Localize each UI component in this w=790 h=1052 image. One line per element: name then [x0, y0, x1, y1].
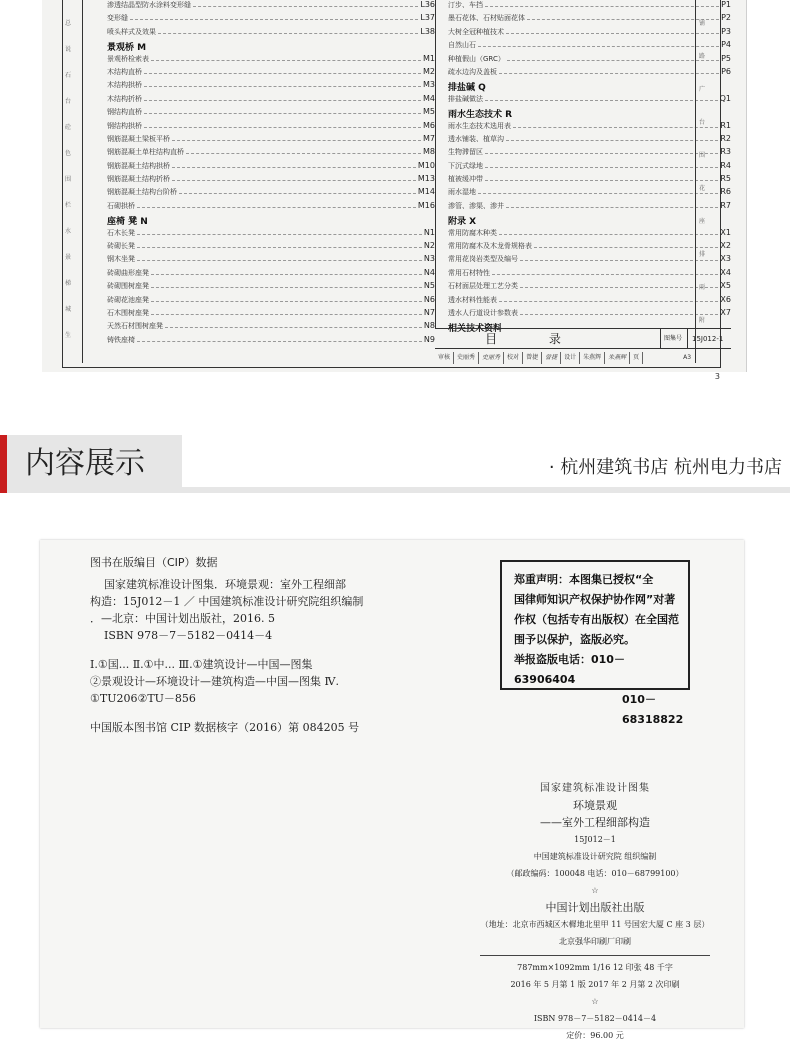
toc-leader: [478, 46, 719, 47]
toc-entry-code: X4: [720, 267, 731, 277]
toc-entry-title: 渗透结晶型防水涂料变形缝: [107, 1, 191, 9]
toc-entry-title: 大树全冠种植技术: [448, 27, 504, 36]
toc-leader: [485, 6, 719, 7]
toc-entry-title: 钢筋混凝土单柱结构直桥: [107, 148, 184, 157]
toc-entry-title: 渗管、渗渠、渗井: [448, 201, 504, 210]
index-tab-label: 生: [65, 332, 72, 339]
toc-leader: [151, 314, 422, 315]
toc-entry: [107, 335, 435, 348]
toc-leader: [499, 234, 718, 235]
toc-entry-title: 钢木坐凳: [107, 255, 135, 264]
toc-entry-title: 相关技术资料: [448, 324, 503, 335]
toc-leader: [151, 287, 422, 288]
toc-entry-code: X3: [720, 254, 731, 264]
toc-entry-code: N9: [423, 334, 435, 344]
toc-leader: [137, 341, 422, 342]
toc-entry: [107, 147, 435, 160]
toc-entry-title: 钢筋混凝土结构折桥: [107, 175, 170, 184]
toc-entry-title: 雨水生态技术 R: [448, 110, 513, 121]
toc-entry: [107, 67, 435, 80]
drawing-title-block: [435, 328, 731, 368]
toc-entry: [448, 40, 731, 53]
toc-leader: [172, 140, 421, 141]
toc-leader: [158, 33, 418, 34]
title-block-title: 目 录: [485, 332, 585, 346]
toc-leader: [499, 73, 719, 74]
toc-entry-code: N2: [423, 241, 435, 251]
toc-leader: [485, 180, 718, 181]
toc-entry-title: 石砌拱桥: [107, 201, 135, 210]
toc-leader: [513, 127, 718, 128]
reviewer-name: 史丽秀: [454, 352, 479, 364]
toc-entry-title: 座椅 凳 N: [107, 217, 148, 228]
toc-leader: [507, 60, 719, 61]
toc-leader: [130, 19, 418, 20]
toc-entry-title: 自然山石: [448, 41, 476, 50]
toc-leader: [165, 327, 422, 328]
toc-entry: [448, 228, 731, 241]
toc-section-heading: [448, 80, 731, 93]
toc-entry: [107, 107, 435, 120]
index-tab-label: 围: [65, 176, 72, 183]
toc-entry: [448, 13, 731, 26]
publisher: 中国计划出版社出版: [545, 901, 645, 914]
toc-entry-code: L37: [420, 13, 435, 23]
copyright-page-photo: [40, 540, 744, 1040]
index-tab-label: 石: [65, 72, 72, 79]
toc-entry-title: 透水材料性能表: [448, 295, 497, 304]
toc-page-photo: [0, 0, 790, 382]
corner-page-number: 3: [714, 372, 720, 381]
toc-entry: [107, 295, 435, 308]
report-phone: 举报盗版电话：010－63906404: [514, 653, 625, 686]
toc-section-heading: [107, 214, 435, 227]
index-tab-label: 梯: [65, 280, 72, 287]
toc-leader: [144, 100, 421, 101]
toc-entry: [107, 308, 435, 321]
toc-entry-title: 木结构折桥: [107, 94, 142, 103]
cip-line: ．—北京：中国计划出版社，2016. 5: [90, 612, 275, 625]
book-subtitle: ——室外工程细部构造: [540, 816, 650, 829]
toc-entry: [107, 0, 435, 13]
cip-block: [90, 554, 363, 736]
toc-entry-title: 景观桥 M: [107, 43, 147, 54]
toc-entry-title: 景观桥检索表: [107, 54, 149, 63]
toc-entry-code: X5: [720, 281, 731, 291]
toc-entry-code: P3: [721, 26, 731, 36]
toc-leader: [506, 140, 718, 141]
toc-entry-code: N6: [423, 294, 435, 304]
toc-entry: [448, 187, 731, 200]
design-label: 设计: [561, 352, 580, 364]
toc-leader: [527, 19, 719, 20]
toc-entry-code: X1: [720, 227, 731, 237]
toc-entry-title: 石材面层处理工艺分类: [448, 282, 518, 291]
toc-entry-title: 汀步、车挡: [448, 1, 483, 9]
cip-line: 构造：15J012－1 ／ 中国建筑标准设计研究院组织编制: [90, 595, 364, 608]
notice-line: 作权（包括专有出版权）在全国范: [514, 613, 679, 626]
toc-entry: [448, 281, 731, 294]
toc-entry-title: 砖砌花池座凳: [107, 295, 149, 304]
toc-frame: [62, 0, 731, 368]
toc-leader: [506, 207, 718, 208]
atlas-code: 15J012－1: [574, 835, 616, 844]
checker-signature: 曾捷: [542, 352, 561, 364]
toc-entry-title: 常用花岗岩类型及编号: [448, 255, 518, 264]
toc-entry-code: N5: [423, 281, 435, 291]
toc-entry-code: P1: [721, 0, 731, 9]
publication-info: [480, 780, 710, 1044]
toc-entry: [448, 241, 731, 254]
toc-entry: [448, 308, 731, 321]
toc-leader: [144, 127, 421, 128]
toc-entry-title: 砖砌围树座凳: [107, 282, 149, 291]
toc-entry-title: 钢筋混凝土结构台阶桥: [107, 188, 177, 197]
toc-leader: [144, 73, 421, 74]
toc-entry: [107, 134, 435, 147]
reviewer-signature: 史丽秀: [479, 352, 504, 364]
toc-leader: [172, 167, 416, 168]
toc-leader: [144, 113, 421, 114]
toc-leader: [144, 86, 421, 87]
format-spec: 787mm×1092mm 1/16 12 印张 48 千字: [517, 963, 673, 972]
toc-entry-code: X6: [720, 294, 731, 304]
toc-leader: [485, 100, 718, 101]
index-tab-label: 附: [699, 317, 706, 324]
price: 定价：96.00 元: [566, 1031, 624, 1040]
toc-entry: [448, 67, 731, 80]
toc-leader: [151, 301, 422, 302]
toc-entry-code: P2: [721, 13, 731, 23]
toc-entry-title: 疏水边沟及盖板: [448, 67, 497, 76]
toc-column-right: [435, 0, 731, 335]
classification-line: ①TU206②TU－856: [90, 692, 196, 705]
toc-leader: [485, 167, 718, 168]
toc-entry: [107, 228, 435, 241]
toc-entry: [107, 201, 435, 214]
toc-entry: [448, 121, 731, 134]
toc-entry-code: M8: [423, 147, 435, 157]
toc-entry: [448, 27, 731, 40]
toc-leader: [137, 247, 422, 248]
toc-entry: [107, 121, 435, 134]
toc-entry: [107, 174, 435, 187]
toc-entry: [107, 187, 435, 200]
star-divider: ☆: [591, 997, 599, 1006]
toc-entry-title: 种植假山（GRC）: [448, 54, 505, 63]
book-name: 环境景观: [573, 799, 617, 812]
toc-entry-code: N8: [423, 321, 435, 331]
toc-leader: [485, 153, 718, 154]
series-name: 国家建筑标准设计图集: [540, 783, 650, 794]
toc-leader: [492, 274, 718, 275]
toc-entry-code: M6: [423, 120, 435, 130]
page-label: 页: [630, 352, 643, 364]
store-names: · 杭州建筑书店 杭州电力书店: [548, 457, 782, 478]
index-tab-label: 景: [65, 254, 72, 261]
toc-entry-code: X2: [720, 241, 731, 251]
toc-entry-title: 钢筋混凝土结构拱桥: [107, 161, 170, 170]
toc-entry-title: 常用防腐木种类: [448, 228, 497, 237]
toc-entry-code: M4: [423, 93, 435, 103]
toc-section-heading: [107, 40, 435, 53]
toc-entry: [107, 268, 435, 281]
toc-leader: [151, 274, 422, 275]
atlas-number: 15J012-1: [687, 329, 723, 349]
toc-entry-title: 附录 X: [448, 217, 477, 228]
toc-entry: [107, 321, 435, 334]
index-tab-label: 排: [699, 251, 706, 258]
toc-leader: [520, 260, 718, 261]
edition-info: 2016 年 5 月第 1 版 2017 年 2 月第 2 次印刷: [510, 980, 680, 989]
index-tab-label: 说: [65, 46, 72, 53]
review-label: 审核: [435, 352, 454, 364]
toc-leader: [506, 33, 719, 34]
toc-entry-title: 墨石花体、石材贴面花体: [448, 14, 525, 23]
toc-entry-code: L38: [420, 26, 435, 36]
toc-entry-title: 透水人行道设计参数表: [448, 308, 518, 317]
toc-entry-code: M13: [417, 174, 435, 184]
toc-entry-title: 排盐碱做法: [448, 94, 483, 103]
toc-entry-title: 变形缝: [107, 14, 128, 23]
toc-entry: [107, 13, 435, 26]
toc-leader: [520, 287, 718, 288]
notice-line: 国律师知识产权保护协作网”对著: [514, 593, 676, 606]
toc-leader: [478, 193, 718, 194]
index-tab-label: 城: [65, 306, 72, 313]
toc-entry-code: R6: [720, 187, 731, 197]
toc-entry: [448, 54, 731, 67]
report-phone-2: 010－68318822: [622, 693, 684, 726]
toc-entry: [448, 268, 731, 281]
toc-entry-code: P6: [721, 66, 731, 76]
toc-entry: [448, 147, 731, 160]
star-divider: ☆: [591, 886, 599, 895]
toc-leader: [193, 6, 418, 7]
index-tab-label: 花: [699, 185, 706, 192]
designer-name: 朱燕辉: [580, 352, 605, 364]
atlas-label: 图集号: [660, 329, 682, 349]
toc-entry: [448, 201, 731, 214]
toc-entry-code: R2: [720, 133, 731, 143]
toc-entry-title: 下沉式绿地: [448, 161, 483, 170]
cip-line: ISBN 978－7－5182－0414－4: [104, 629, 273, 642]
toc-entry-title: 钢结构拱桥: [107, 121, 142, 130]
toc-entry: [448, 161, 731, 174]
index-tab-label: 台: [699, 119, 706, 126]
toc-leader: [172, 180, 416, 181]
toc-leader: [137, 207, 416, 208]
index-tab-label: 台: [65, 98, 72, 105]
index-tab-label: 雨: [699, 284, 706, 291]
toc-entry: [107, 54, 435, 67]
toc-leader: [137, 260, 422, 261]
toc-entry-code: M14: [417, 187, 435, 197]
toc-entry-code: M7: [423, 133, 435, 143]
toc-entry-title: 砖砌曲形座凳: [107, 268, 149, 277]
right-index-strip: [695, 0, 720, 363]
checker-name: 曾捷: [523, 352, 542, 364]
index-tab-label: 总: [65, 20, 72, 27]
isbn: ISBN 978－7－5182－0414－4: [533, 1014, 657, 1023]
toc-entry: [107, 161, 435, 174]
toc-entry: [107, 281, 435, 294]
toc-entry-code: R3: [720, 147, 731, 157]
toc-entry: [448, 0, 731, 13]
index-tab-label: 铺: [699, 20, 706, 27]
toc-entry-title: 生物滞留区: [448, 148, 483, 157]
toc-entry: [448, 174, 731, 187]
toc-entry-title: 常用防腐木及木龙骨规格表: [448, 242, 532, 251]
index-tab-label: 砼: [65, 124, 72, 131]
toc-column-left: [107, 0, 435, 348]
toc-entry-code: R7: [720, 200, 731, 210]
toc-leader: [520, 314, 718, 315]
toc-entry: [107, 241, 435, 254]
banner-title: 内容展示: [25, 446, 145, 481]
toc-entry-code: Q1: [719, 93, 731, 103]
toc-entry: [107, 254, 435, 267]
cip-line: 国家建筑标准设计图集．环境景观：室外工程细部: [104, 578, 346, 591]
toc-entry: [448, 94, 731, 107]
editor-contact: （邮政编码：100048 电话：010－68799100）: [506, 869, 684, 878]
toc-entry-code: M1: [423, 53, 435, 63]
toc-section-heading: [448, 107, 731, 120]
notice-line: 围予以保护，盗版必究。: [514, 633, 635, 646]
index-tab-label: 座: [699, 218, 706, 225]
toc-entry-code: M2: [423, 66, 435, 76]
toc-entry: [107, 94, 435, 107]
toc-leader: [499, 301, 718, 302]
toc-entry-title: 透水铺装、植草沟: [448, 134, 504, 143]
toc-entry-code: N3: [423, 254, 435, 264]
cip-record-number: 中国版本图书馆 CIP 数据核字（2016）第 084205 号: [90, 721, 360, 734]
toc-entry-title: 铸铁座椅: [107, 335, 135, 344]
classification-line: ②景观设计—环境设计—建筑构造—中国—图集 Ⅳ.: [90, 675, 339, 688]
toc-entry-code: M5: [423, 107, 435, 117]
toc-entry-code: N1: [423, 227, 435, 237]
toc-entry-title: 雨水湿地: [448, 188, 476, 197]
toc-leader: [186, 153, 421, 154]
section-banner: [0, 435, 790, 493]
toc-entry: [107, 80, 435, 93]
classification-line: Ⅰ.①国... Ⅱ.①中... Ⅲ.①建筑设计—中国—图集: [90, 658, 313, 671]
toc-entry-title: 石木长凳: [107, 228, 135, 237]
check-label: 校对: [504, 352, 523, 364]
toc-entry-title: 砖砌长凳: [107, 242, 135, 251]
index-tab-label: 水: [65, 228, 72, 235]
index-tab-label: 路: [699, 53, 706, 60]
toc-entry-code: M16: [417, 200, 435, 210]
toc-entry-code: M3: [423, 80, 435, 90]
toc-entry-code: R5: [720, 174, 731, 184]
toc-entry-title: 木结构直桥: [107, 67, 142, 76]
toc-entry-title: 植被缓冲带: [448, 175, 483, 184]
toc-leader: [137, 234, 422, 235]
toc-entry: [107, 27, 435, 40]
toc-sheet: [42, 0, 747, 372]
left-index-strip: [63, 0, 83, 363]
index-tab-label: 栏: [65, 202, 72, 209]
editor-org: 中国建筑标准设计研究院 组织编制: [533, 852, 657, 861]
index-tab-label: 色: [65, 150, 72, 157]
publisher-address: （地址：北京市西城区木樨地北里甲 11 号国宏大厦 C 座 3 层）: [480, 920, 710, 929]
toc-leader: [534, 247, 718, 248]
cip-title: 图书在版编目（CIP）数据: [90, 556, 218, 569]
anti-piracy-notice: [500, 560, 690, 726]
notice-line: 郑重声明：本图集已授权“全: [514, 573, 654, 586]
banner-underline: [182, 487, 790, 493]
toc-entry-title: 常用石材特性: [448, 268, 490, 277]
toc-entry-code: L36: [420, 0, 435, 9]
toc-entry-title: 石木围树座凳: [107, 308, 149, 317]
index-tab-label: 广: [699, 86, 706, 93]
banner-accent-bar: [0, 435, 7, 493]
toc-entry-code: P5: [721, 53, 731, 63]
toc-entry-title: 天然石材围树座凳: [107, 322, 163, 331]
toc-entry-code: X7: [720, 307, 731, 317]
toc-entry-code: R1: [720, 120, 731, 130]
toc-entry: [448, 295, 731, 308]
toc-entry: [448, 134, 731, 147]
toc-section-heading: [448, 214, 731, 227]
toc-leader: [151, 60, 421, 61]
toc-entry-code: N7: [423, 307, 435, 317]
toc-leader: [179, 193, 416, 194]
designer-signature: 朱燕辉: [605, 352, 630, 364]
toc-entry-title: 雨水生态技术选用表: [448, 121, 511, 130]
toc-entry: [448, 254, 731, 267]
toc-entry-title: 排盐碱 Q: [448, 83, 486, 94]
toc-entry-code: N4: [423, 267, 435, 277]
toc-entry-title: 钢结构直桥: [107, 108, 142, 117]
index-tab-label: 围: [699, 152, 706, 159]
toc-entry-code: M10: [417, 160, 435, 170]
printer: 北京强华印刷厂印刷: [559, 937, 631, 946]
toc-entry-title: 喷头样式及效果: [107, 27, 156, 36]
toc-entry-title: 木结构拱桥: [107, 81, 142, 90]
toc-entry-title: 钢筋混凝土梁板平桥: [107, 134, 170, 143]
page-number: A3: [683, 354, 692, 361]
toc-entry-code: P4: [721, 40, 731, 50]
toc-entry-code: R4: [720, 160, 731, 170]
